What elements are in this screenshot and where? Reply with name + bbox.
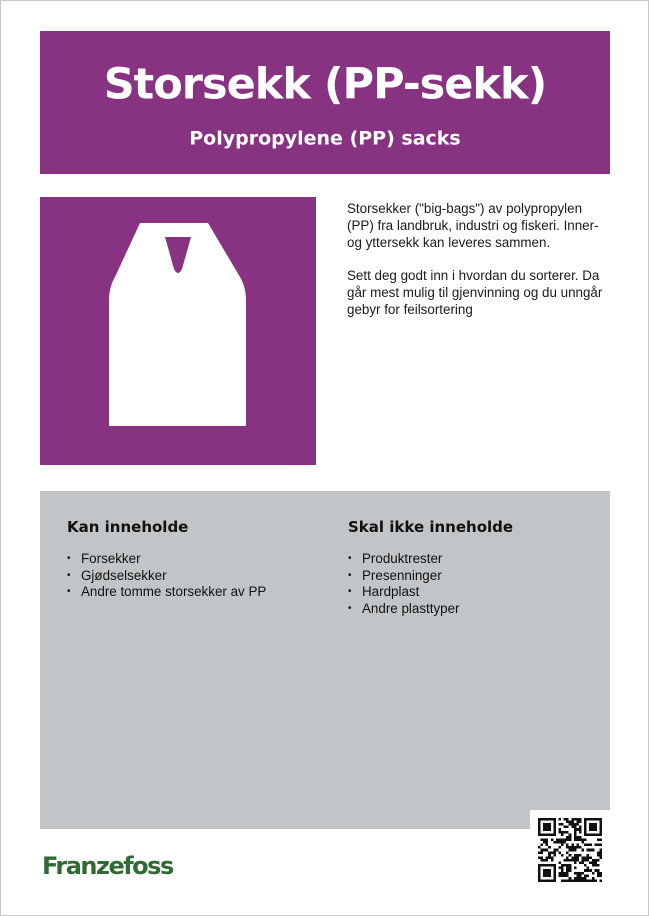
header-banner xyxy=(40,31,610,174)
list-item: • Produktrester xyxy=(348,551,588,568)
list-item: • Gjødselsekker xyxy=(67,568,327,585)
qr-code-icon xyxy=(538,818,602,882)
qr-code-box[interactable] xyxy=(530,810,610,890)
allowed-list xyxy=(67,551,327,601)
list-item: • Presenninger xyxy=(348,568,588,585)
not-allowed-heading: Skal ikke inneholde xyxy=(348,518,514,536)
description-paragraph: Storsekker ("big-bags") av polypropylen (PP) fra landbruk, industri og fiskeri. Inner- og yttersekk kan leveres sammen. xyxy=(347,201,599,250)
sorting-panel xyxy=(40,491,610,829)
list-item: • Andre tomme storsekker av PP xyxy=(67,584,327,601)
list-item: • Andre plasttyper xyxy=(348,601,588,618)
allowed-heading: Kan inneholde xyxy=(67,518,189,536)
list-item: • Hardplast xyxy=(348,584,588,601)
description-paragraph: Sett deg godt inn i hvordan du sorterer. Da går mest mulig til gjenvinning og du unngår gebyr for feilsortering xyxy=(347,268,603,317)
allowed-column xyxy=(67,517,327,601)
list-item: • Forsekker xyxy=(67,551,327,568)
not-allowed-list xyxy=(348,551,588,617)
description-text xyxy=(347,200,611,334)
page-title: Storsekk (PP-sekk) xyxy=(103,59,547,110)
page-subtitle: Polypropylene (PP) sacks xyxy=(189,127,461,150)
not-allowed-column xyxy=(348,517,588,617)
big-bag-icon xyxy=(40,197,316,465)
franzefoss-logo: Franzefoss xyxy=(42,852,173,880)
pictogram-box xyxy=(40,197,316,465)
